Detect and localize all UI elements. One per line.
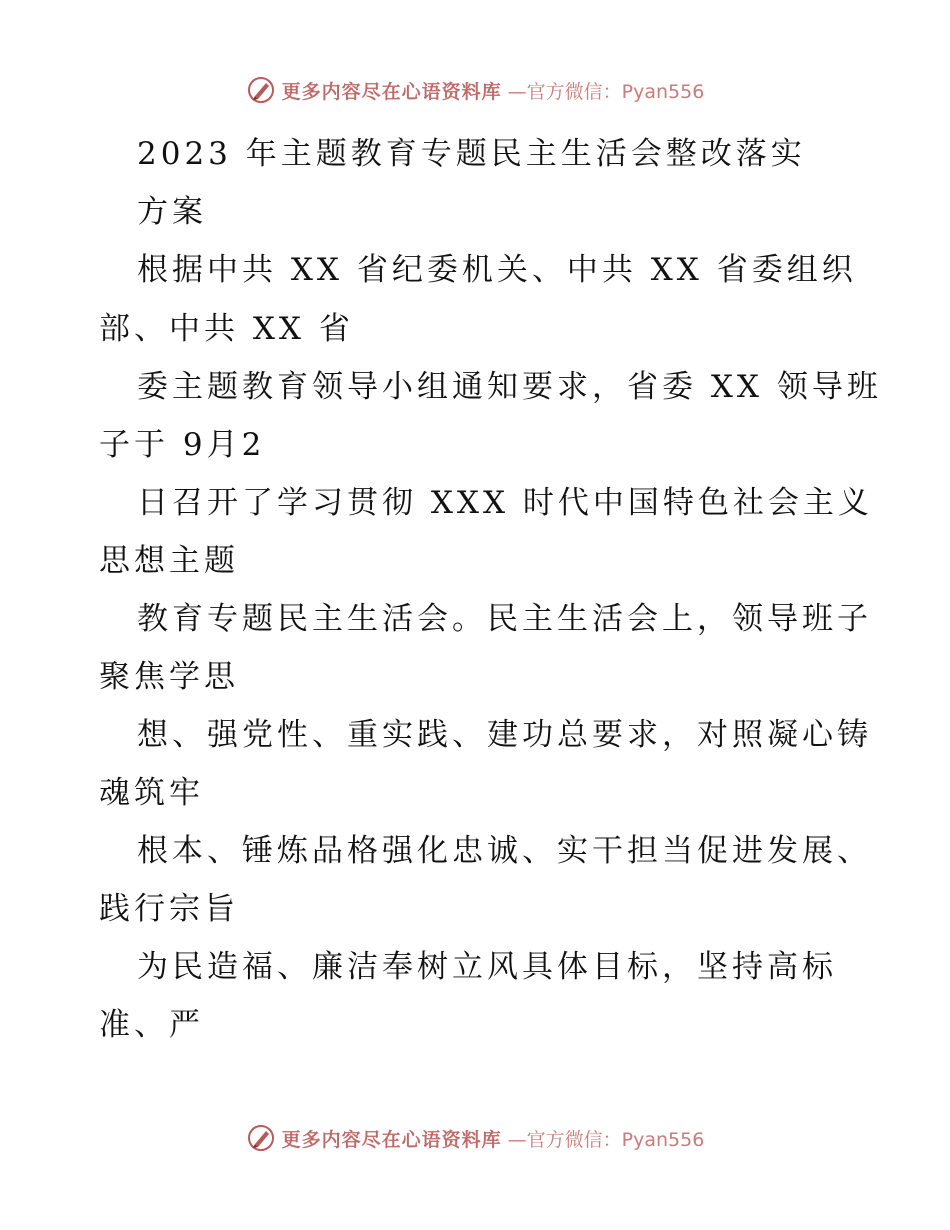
footer-watermark <box>0 1123 950 1153</box>
watermark-contact: —官方微信：Pyan556 <box>507 80 705 103</box>
title-line-1: 2023 年主题教育专题民主生活会整改落实 <box>137 136 806 172</box>
watermark-brand: 更多内容尽在心语资料库 <box>281 1128 502 1151</box>
paragraph-line: 思想主题 <box>99 543 239 579</box>
paragraph-line: 根本、锤炼品格强化忠诚、实干担当促进发展、 <box>137 833 872 869</box>
watermark-contact: —官方微信：Pyan556 <box>507 1128 705 1151</box>
header-watermark <box>0 75 950 105</box>
paragraph-line: 子于 9月2 <box>99 427 266 463</box>
title-line-2: 方案 <box>137 194 207 230</box>
paragraph-line: 准、严 <box>99 1007 204 1043</box>
paragraph-line: 想、强党性、重实践、建功总要求，对照凝心铸 <box>137 717 872 753</box>
pen-logo-icon <box>246 75 276 105</box>
paragraph-line: 为民造福、廉洁奉树立风具体目标，坚持高标 <box>137 949 837 985</box>
paragraph-line: 委主题教育领导小组通知要求，省委 XX 领导班 <box>137 369 882 405</box>
paragraph-line: 部、中共 XX 省 <box>99 311 354 347</box>
paragraph-line: 日召开了学习贯彻 XXX 时代中国特色社会主义 <box>137 485 873 521</box>
pen-logo-icon <box>246 1123 276 1153</box>
paragraph-line: 践行宗旨 <box>99 891 239 927</box>
paragraph-line: 魂筑牢 <box>99 775 204 811</box>
paragraph-line: 教育专题民主生活会。民主生活会上，领导班子 <box>137 601 872 637</box>
paragraph-line: 聚焦学思 <box>99 659 239 695</box>
watermark-brand: 更多内容尽在心语资料库 <box>281 80 502 103</box>
paragraph-line: 根据中共 XX 省纪委机关、中共 XX 省委组织 <box>137 252 857 288</box>
